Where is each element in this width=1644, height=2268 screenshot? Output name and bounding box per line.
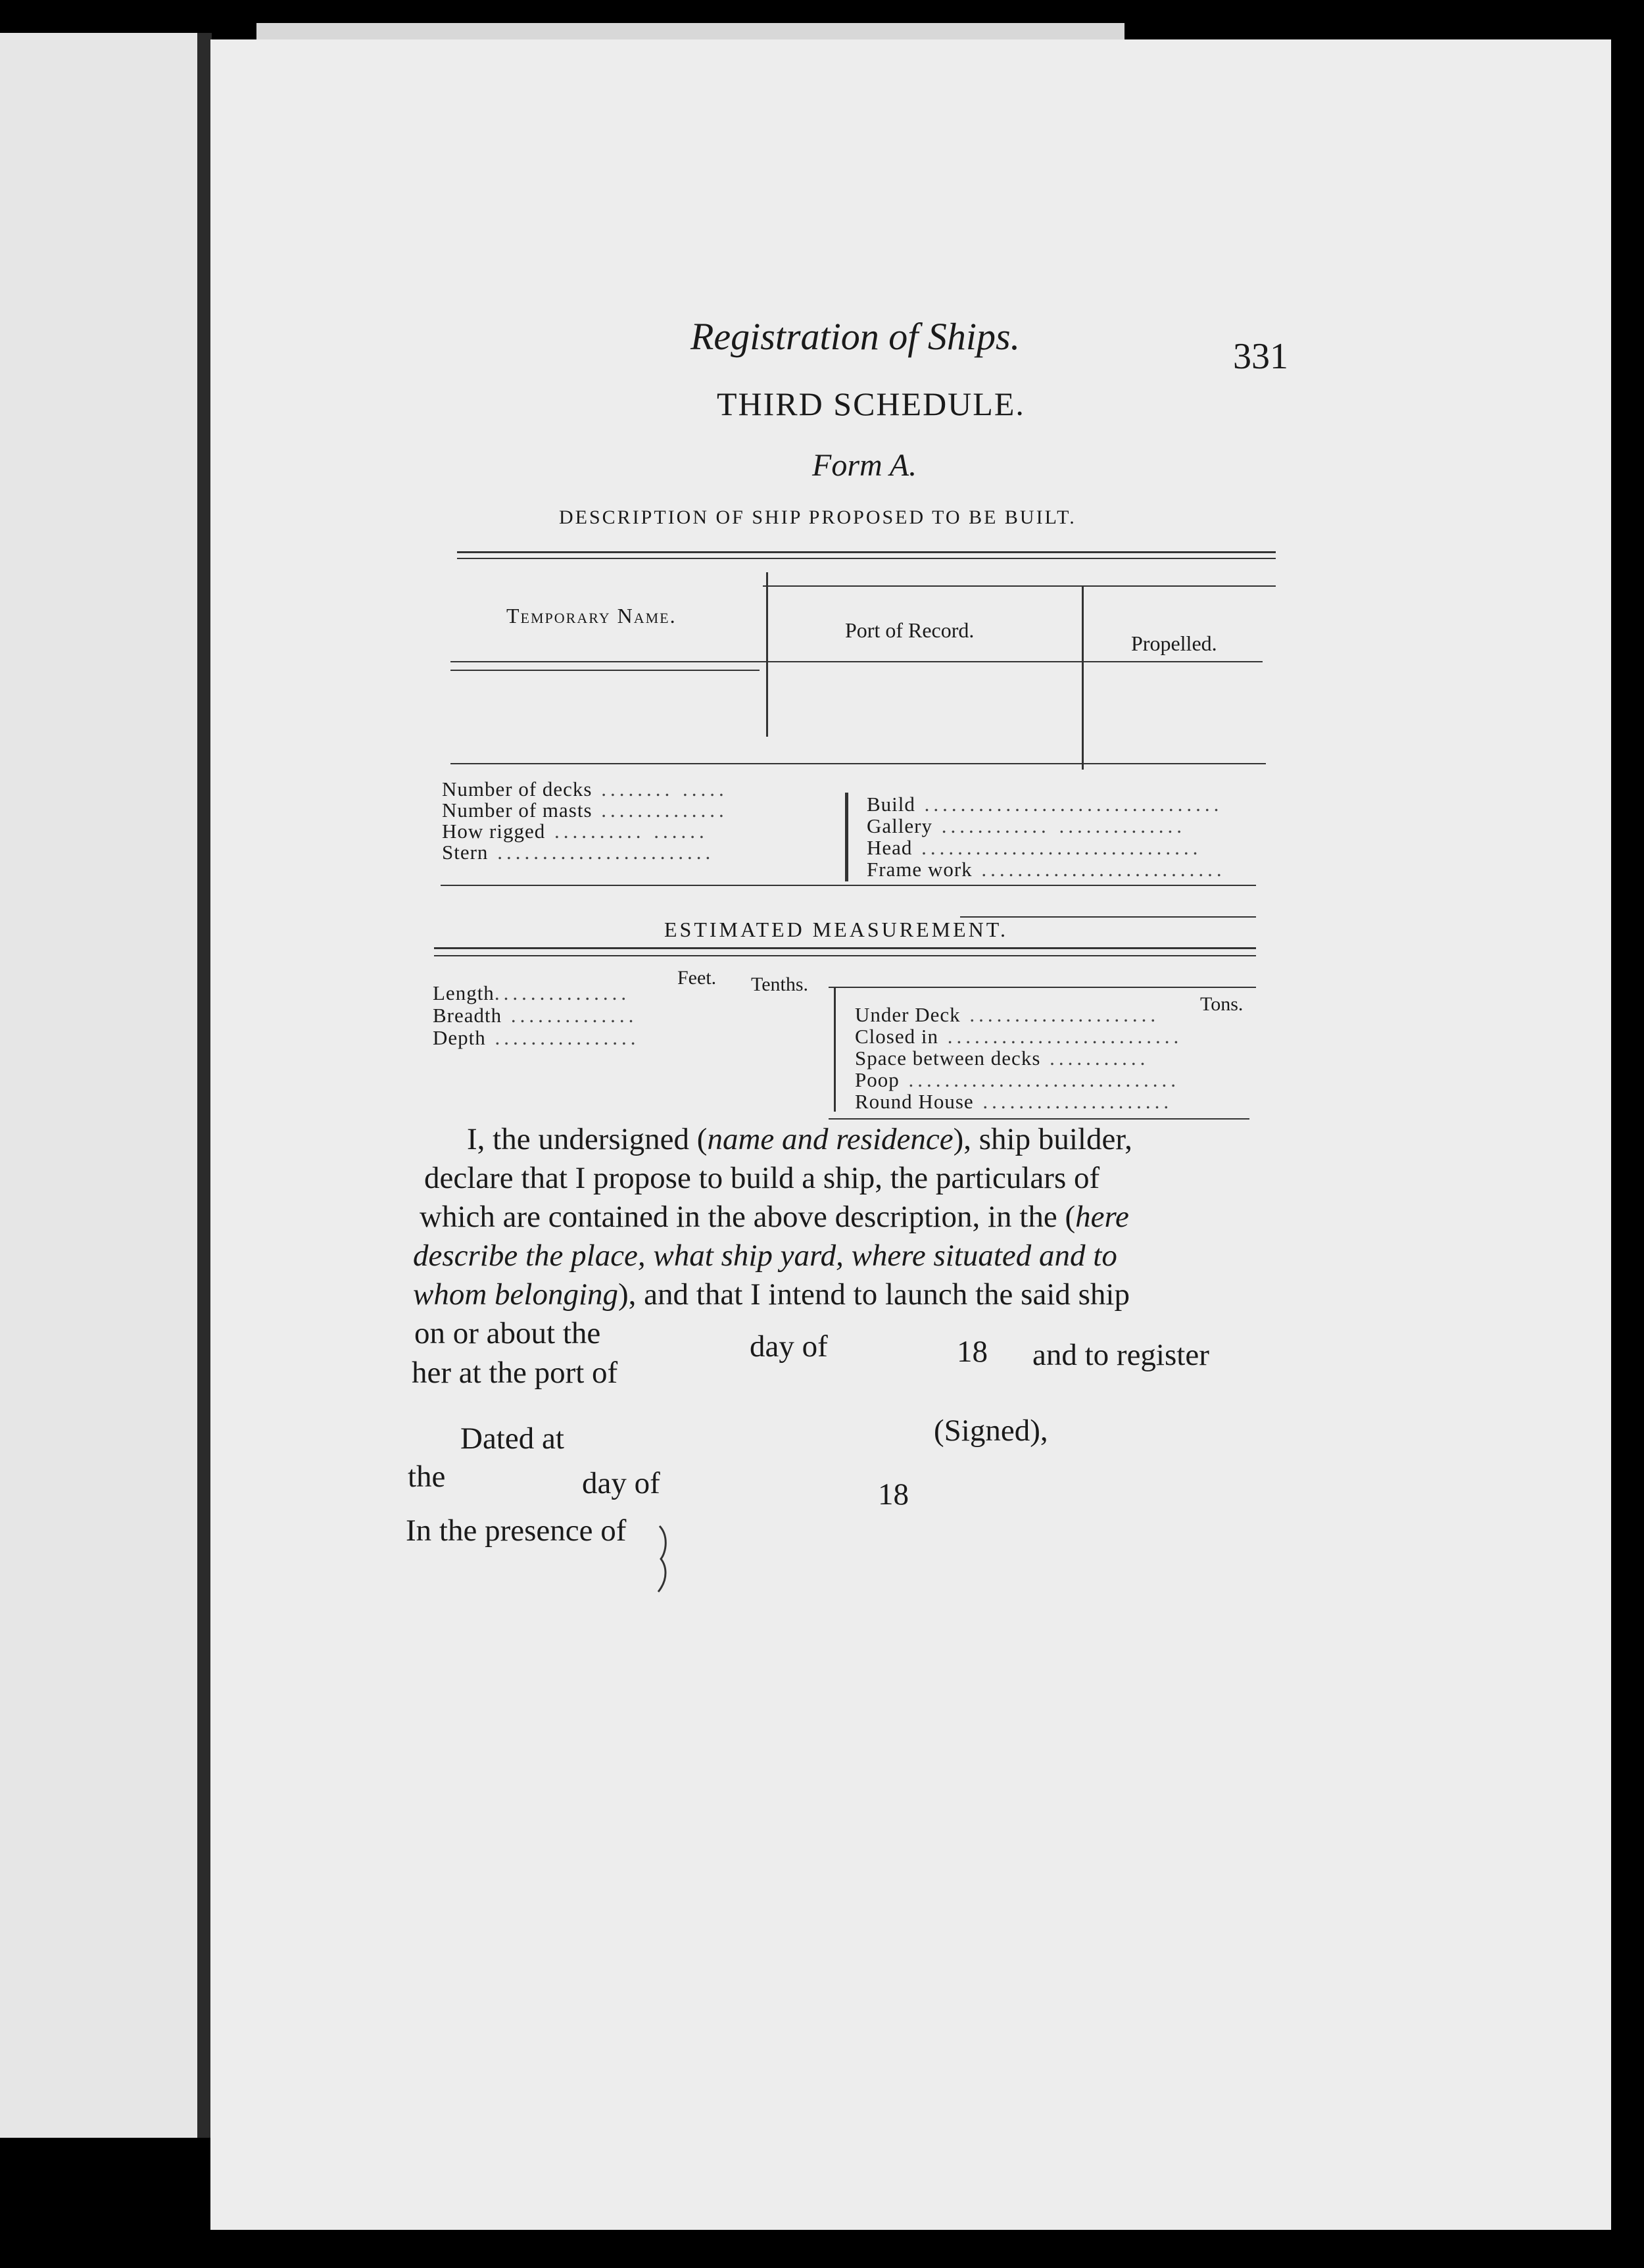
particulars-divider xyxy=(845,793,848,881)
particulars-bottom-rule xyxy=(441,885,1256,886)
measurement-rule-2 xyxy=(434,955,1256,956)
table-top-rule-3 xyxy=(763,585,1276,587)
table-header-rule xyxy=(450,661,1263,662)
date-the: the xyxy=(408,1460,446,1494)
declaration-line-1: I, the undersigned (name and residence), ship builder, xyxy=(467,1122,1132,1156)
form-title: Form A. xyxy=(812,448,917,483)
declaration-line-6-end: and to register xyxy=(1032,1338,1209,1372)
particular-stern: Stern ........................ xyxy=(442,841,715,864)
tonnage-round-house: Round House ..................... xyxy=(855,1090,1173,1113)
schedule-title: THIRD SCHEDULE. xyxy=(717,385,1025,422)
feet-label: Feet. xyxy=(677,967,717,989)
declaration-year-prefix: 18 xyxy=(957,1335,988,1369)
description-title: DESCRIPTION OF SHIP PROPOSED TO BE BUILT. xyxy=(559,506,1076,528)
declaration-line-3: which are contained in the above description, in the (here xyxy=(420,1200,1129,1234)
particular-number-of-decks: Number of decks ........ ..... xyxy=(442,777,728,801)
witness-label: In the presence of xyxy=(406,1514,627,1548)
col-port-of-record: Port of Record. xyxy=(845,618,975,642)
table-header-rule-2 xyxy=(450,670,760,671)
table-divider-1 xyxy=(766,572,768,737)
measurement-divider xyxy=(834,987,836,1112)
date-day-of: day of xyxy=(582,1466,660,1500)
witness-brace xyxy=(654,1523,674,1595)
particular-number-of-masts: Number of masts .............. xyxy=(442,799,728,822)
tonnage-poop: Poop .............................. xyxy=(855,1068,1180,1091)
declaration-line-5: whom belonging), and that I intend to launch the said ship xyxy=(413,1277,1130,1312)
declaration-day-of: day of xyxy=(750,1329,828,1364)
declaration-line-4: describe the place, what ship yard, where situated and to xyxy=(413,1239,1117,1273)
tonnage-closed-in: Closed in .......................... xyxy=(855,1025,1183,1048)
measurement-title: ESTIMATED MEASUREMENT. xyxy=(664,918,1008,941)
signed-label: (Signed), xyxy=(934,1414,1048,1448)
dimension-length: Length............... xyxy=(433,981,631,1004)
declaration-line-2: declare that I propose to build a ship, the particulars of xyxy=(424,1161,1100,1195)
particular-head: Head ............................... xyxy=(867,836,1202,859)
tenths-label: Tenths. xyxy=(751,974,809,995)
particulars-top-rule xyxy=(450,763,1266,764)
page-number: 331 xyxy=(1233,336,1288,377)
declaration-line-6-start: on or about the xyxy=(414,1316,601,1350)
date-year-prefix: 18 xyxy=(878,1477,909,1512)
measurement-rule-1 xyxy=(434,947,1256,949)
measurement-bottom-rule xyxy=(829,1118,1249,1120)
table-divider-2 xyxy=(1082,585,1084,770)
dimension-depth: Depth ................ xyxy=(433,1026,640,1049)
measurement-rule-3 xyxy=(829,987,1256,988)
tons-label: Tons. xyxy=(1200,993,1244,1015)
col-propelled: Propelled. xyxy=(1131,631,1217,655)
particular-gallery: Gallery ............ .............. xyxy=(867,814,1186,837)
dated-at: Dated at xyxy=(460,1421,564,1456)
dimension-breadth: Breadth .............. xyxy=(433,1004,638,1027)
col-temporary-name: Temporary Name. xyxy=(506,604,677,628)
particular-frame-work: Frame work ........................... xyxy=(867,858,1226,881)
tonnage-space-between-decks: Space between decks ........... xyxy=(855,1047,1149,1070)
running-head: Registration of Ships. xyxy=(690,315,1021,358)
tonnage-under-deck: Under Deck ..................... xyxy=(855,1003,1160,1026)
declaration-line-7: her at the port of xyxy=(412,1356,618,1390)
book-gutter xyxy=(197,33,212,2138)
particular-build: Build ................................. xyxy=(867,793,1223,816)
particular-how-rigged: How rigged .......... ...... xyxy=(442,820,708,843)
facing-page xyxy=(0,33,197,2138)
table-top-rule-2 xyxy=(457,558,1276,559)
table-top-rule xyxy=(457,551,1276,553)
